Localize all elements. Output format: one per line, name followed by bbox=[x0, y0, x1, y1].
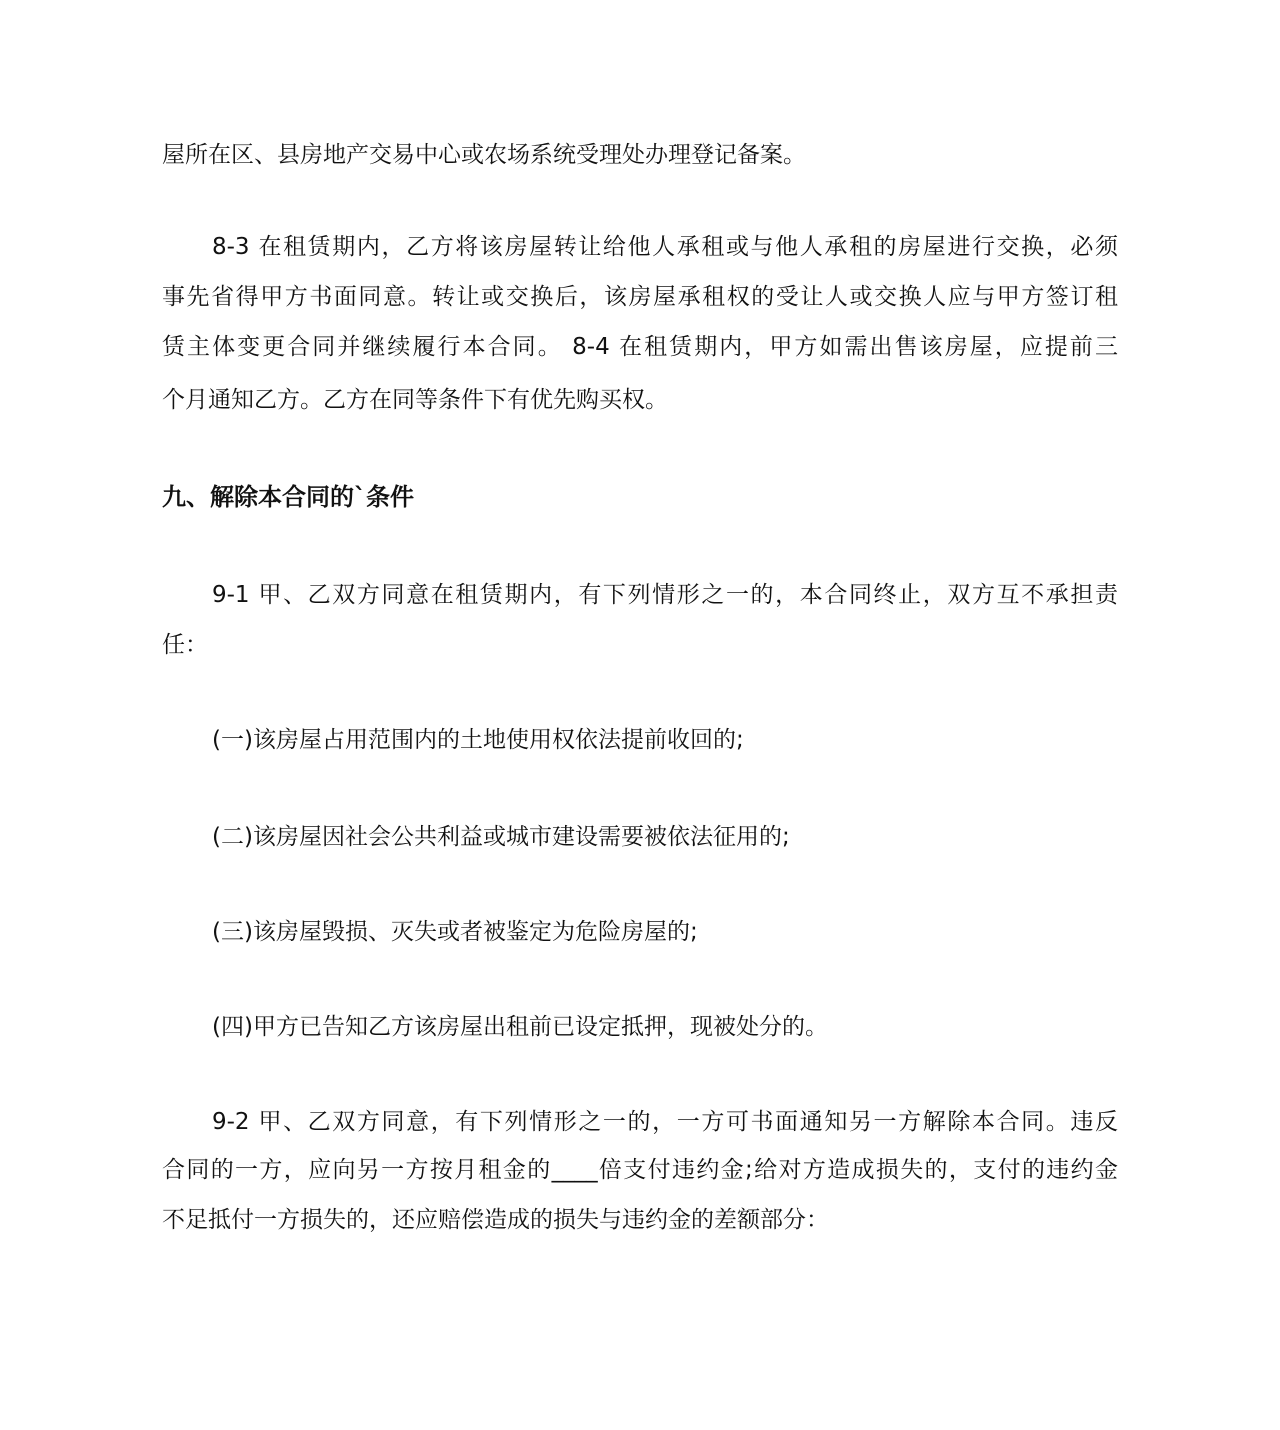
paragraph-line: 8-3 在租赁期内，乙方将该房屋转让给他人承租或与他人承租的房屋进行交换，必须 bbox=[212, 234, 1118, 260]
list-item: (一)该房屋占用范围内的土地使用权依法提前收回的; bbox=[212, 727, 744, 753]
paragraph-line: 不足抵付一方损失的，还应赔偿造成的损失与违约金的差额部分： bbox=[162, 1207, 829, 1233]
paragraph-line: 事先省得甲方书面同意。转让或交换后，该房屋承租权的受让人或交换人应与甲方签订租 bbox=[162, 284, 1118, 310]
paragraph-line: 个月通知乙方。乙方在同等条件下有优先购买权。 bbox=[162, 387, 668, 413]
paragraph-line: 9-2 甲、乙双方同意，有下列情形之一的，一方可书面通知另一方解除本合同。违反 bbox=[212, 1109, 1118, 1135]
paragraph-line: 合同的一方，应向另一方按月租金的____倍支付违约金;给对方造成损失的，支付的违约金 bbox=[162, 1157, 1118, 1183]
section-heading: 九、解除本合同的`条件 bbox=[162, 483, 414, 511]
paragraph-line: 赁主体变更合同并继续履行本合同。 8-4 在租赁期内，甲方如需出售该房屋，应提前三 bbox=[162, 334, 1118, 360]
paragraph-line: 屋所在区、县房地产交易中心或农场系统受理处办理登记备案。 bbox=[162, 142, 806, 168]
list-item: (三)该房屋毁损、灭失或者被鉴定为危险房屋的; bbox=[212, 919, 698, 945]
paragraph-line: 9-1 甲、乙双方同意在租赁期内，有下列情形之一的，本合同终止，双方互不承担责 bbox=[212, 582, 1118, 608]
paragraph-line: 任： bbox=[162, 632, 208, 658]
list-item: (四)甲方已告知乙方该房屋出租前已设定抵押，现被处分的。 bbox=[212, 1014, 828, 1040]
list-item: (二)该房屋因社会公共利益或城市建设需要被依法征用的; bbox=[212, 824, 790, 850]
